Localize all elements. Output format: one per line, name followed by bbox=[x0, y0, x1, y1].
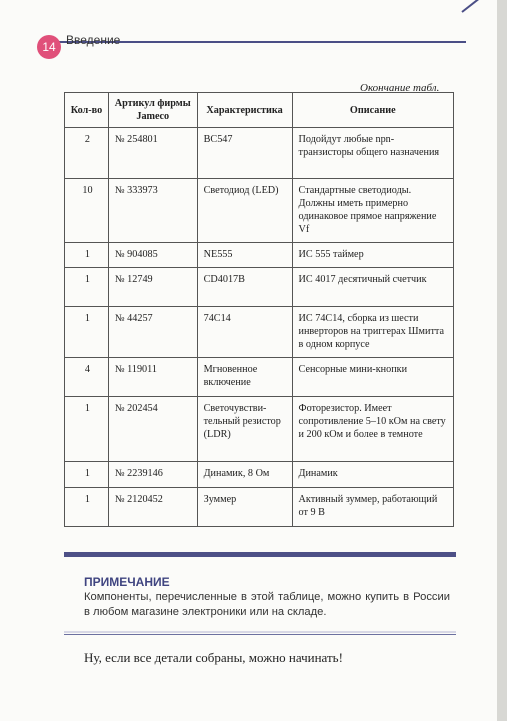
table-row bbox=[65, 488, 454, 527]
table-row bbox=[65, 462, 454, 488]
cell-article: № 202454 bbox=[108, 397, 197, 462]
table-row bbox=[65, 358, 454, 397]
cell-article: № 254801 bbox=[108, 128, 197, 179]
table-caption: Окончание табл. bbox=[360, 82, 440, 94]
table-row bbox=[65, 128, 454, 179]
cell-characteristic: 74C14 bbox=[197, 307, 292, 358]
cell-description: Фоторезистор. Имеет сопротивление 5–10 кОм на свету и 200 кОм и более в темноте bbox=[292, 397, 453, 462]
cell-description: Активный зуммер, работающий от 9 В bbox=[292, 488, 453, 527]
column-header-characteristic: Характеристика bbox=[197, 93, 292, 128]
cell-qty: 1 bbox=[65, 268, 109, 307]
cell-qty: 1 bbox=[65, 397, 109, 462]
cell-article: № 333973 bbox=[108, 179, 197, 243]
cell-characteristic: Светочувстви-тельный резистор (LDR) bbox=[197, 397, 292, 462]
cell-qty: 1 bbox=[65, 462, 109, 488]
cell-description: Подойдут любые npn-транзисторы общего назначения bbox=[292, 128, 453, 179]
cell-qty: 4 bbox=[65, 358, 109, 397]
cell-qty: 2 bbox=[65, 128, 109, 179]
cell-qty: 1 bbox=[65, 243, 109, 268]
cell-characteristic: NE555 bbox=[197, 243, 292, 268]
table-row bbox=[65, 268, 454, 307]
chapter-title: Введение bbox=[66, 33, 121, 47]
cell-characteristic: Светодиод (LED) bbox=[197, 179, 292, 243]
cell-article: № 2239146 bbox=[108, 462, 197, 488]
cell-article: № 119011 bbox=[108, 358, 197, 397]
body-paragraph: Ну, если все детали собраны, можно начинать! bbox=[84, 650, 343, 665]
cell-qty: 1 bbox=[65, 307, 109, 358]
table-row bbox=[65, 243, 454, 268]
column-header-qty: Кол-во bbox=[65, 93, 109, 128]
cell-description: Динамик bbox=[292, 462, 453, 488]
cell-article: № 904085 bbox=[108, 243, 197, 268]
cell-description: ИС 4017 десятичный счетчик bbox=[292, 268, 453, 307]
cell-characteristic: Зуммер bbox=[197, 488, 292, 527]
table-row bbox=[65, 307, 454, 358]
cell-qty: 10 bbox=[65, 179, 109, 243]
parts-table bbox=[64, 92, 454, 527]
table-row bbox=[65, 397, 454, 462]
cell-description: ИС 555 таймер bbox=[292, 243, 453, 268]
table-row bbox=[65, 179, 454, 243]
page-edge bbox=[497, 0, 507, 721]
column-header-article: Артикул фирмы Jameco bbox=[108, 93, 197, 128]
column-header-description: Описание bbox=[292, 93, 453, 128]
cell-article: № 44257 bbox=[108, 307, 197, 358]
page-number-badge: 14 bbox=[37, 35, 61, 59]
note-bottom-rule bbox=[64, 634, 456, 635]
cell-description: ИС 74C14, сборка из шести инверторов на триггерах Шмитта в одном корпусе bbox=[292, 307, 453, 358]
cell-article: № 2120452 bbox=[108, 488, 197, 527]
note-top-bar bbox=[64, 552, 456, 557]
cell-description: Сенсорные мини-кнопки bbox=[292, 358, 453, 397]
note-text: Компоненты, перечисленные в этой таблице, можно купить в России в любом магазине электроники или на складе. bbox=[84, 591, 450, 618]
note-title: ПРИМЕЧАНИЕ bbox=[84, 575, 170, 589]
cell-description: Стандартные светодиоды. Должны иметь примерно одинаковое прямое напряжение Vf bbox=[292, 179, 453, 243]
note-bottom-rule-light bbox=[64, 631, 456, 633]
cell-qty: 1 bbox=[65, 488, 109, 527]
table-header-row bbox=[65, 93, 454, 128]
cell-characteristic: Мгновенное включение bbox=[197, 358, 292, 397]
cell-characteristic: Динамик, 8 Ом bbox=[197, 462, 292, 488]
cell-article: № 12749 bbox=[108, 268, 197, 307]
cell-characteristic: CD4017B bbox=[197, 268, 292, 307]
cell-characteristic: BC547 bbox=[197, 128, 292, 179]
